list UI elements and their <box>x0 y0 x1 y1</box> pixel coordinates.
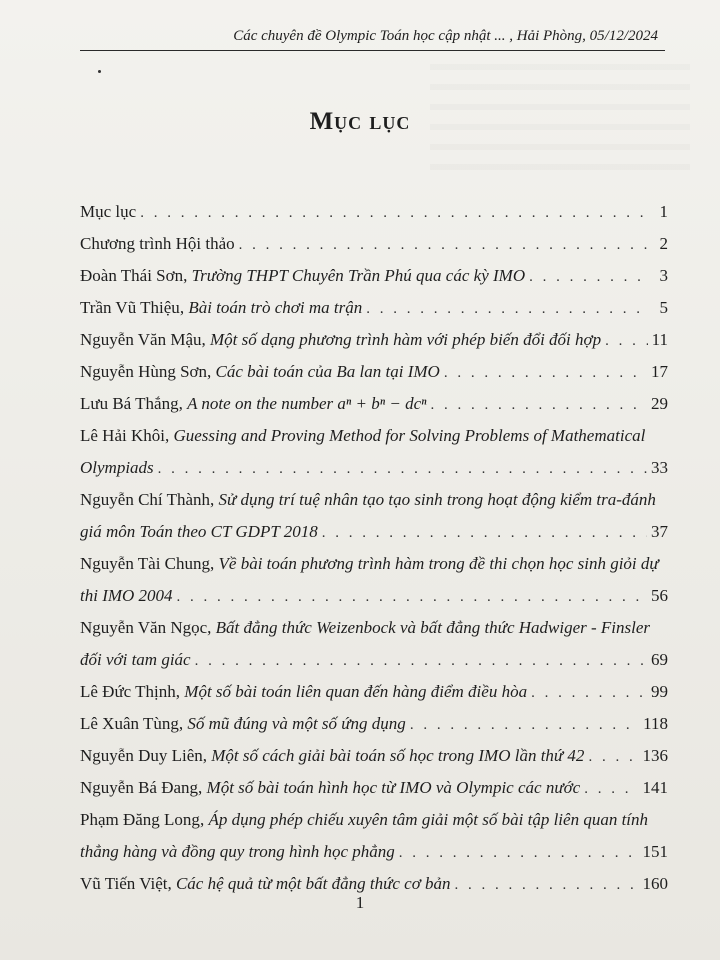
entry-title: Một số dạng phương trình hàm với phép biến đổi đối hợp <box>210 330 602 349</box>
entry-title-line2: thẳng hàng và đồng quy trong hình học phẳng <box>80 842 395 861</box>
dot-leader <box>588 741 638 773</box>
entry-title-line1: Guessing and Proving Method for Solving Problems of Mathematical <box>173 426 646 445</box>
dot-leader <box>430 389 647 421</box>
dot-leader <box>529 261 650 293</box>
toc-entry[interactable]: Vũ Tiến Việt , Các hệ quả từ một bất đẳng thức cơ bản . . . 160 <box>80 868 668 900</box>
table-of-contents <box>80 196 668 900</box>
entry-title: Trường THPT Chuyên Trần Phú qua các kỳ IMO <box>191 266 526 285</box>
entry-title-line1: Về bài toán phương trình hàm trong đề thi chọn học sinh giỏi dự <box>218 554 659 573</box>
toc-entry[interactable]: Nguyễn Duy Liên , Một số cách giải bài toán số học trong IMO lần thứ 42 . . . 136 <box>80 740 668 772</box>
entry-title-line1: Bất đẳng thức Weizenbock và bất đẳng thức Hadwiger - Finsler <box>215 618 651 637</box>
entry-title: Các hệ quả từ một bất đẳng thức cơ bản <box>175 874 451 893</box>
entry-author: Đoàn Thái Sơn <box>80 266 184 285</box>
toc-entry[interactable]: Lê Đức Thịnh , Một số bài toán liên quan đến hàng điểm điều hòa . . . 99 <box>80 676 668 708</box>
dot-leader <box>531 677 647 709</box>
toc-entry[interactable]: Lê Hải Khôi , Guessing and Proving Method for Solving Problems of Mathematical Olympiads . . . 33 <box>80 420 668 484</box>
toc-entry[interactable]: Phạm Đăng Long , Áp dụng phép chiếu xuyên tâm giải một số bài tập liên quan tính thẳng hàng và đồng quy trong hình học phẳng . . . 151 <box>80 804 668 868</box>
entry-author: Vũ Tiến Việt <box>80 874 168 893</box>
entry-author: Trần Vũ Thiệu <box>80 298 180 317</box>
dot-leader <box>158 453 647 485</box>
stray-dot <box>98 70 101 73</box>
entry-title-line2: đối với tam giác <box>80 650 191 669</box>
entry-page-number: 136 <box>642 746 668 765</box>
dot-leader <box>399 837 639 869</box>
dot-leader <box>322 517 647 549</box>
toc-entry[interactable]: Trần Vũ Thiệu , Bài toán trò chơi ma trận . . . 5 <box>80 292 668 324</box>
entry-page-number: 5 <box>659 298 668 317</box>
entry-page-number: 11 <box>651 330 668 349</box>
entry-author: Nguyễn Văn Mậu <box>80 330 202 349</box>
entry-author: Lê Xuân Tùng <box>80 714 179 733</box>
entry-page-number: 160 <box>642 874 668 893</box>
entry-author: Nguyễn Hùng Sơn <box>80 362 208 381</box>
entry-author: Lưu Bá Thắng <box>80 394 179 413</box>
dot-leader <box>444 357 647 389</box>
entry-title-line2: Olympiads <box>80 458 154 477</box>
toc-entry[interactable]: Nguyễn Chí Thành , Sử dụng trí tuệ nhân tạo tạo sinh trong hoạt động kiểm tra-đánh giá môn Toán theo CT GDPT 2018 . . . 37 <box>80 484 668 548</box>
entry-page-number: 3 <box>659 266 668 285</box>
entry-title: Một số cách giải bài toán số học trong IMO lần thứ 42 <box>211 746 585 765</box>
entry-page-number: 99 <box>651 682 668 701</box>
entry-author: Phạm Đăng Long <box>80 810 200 829</box>
entry-author: Nguyễn Văn Ngọc <box>80 618 208 637</box>
entry-page-number: 33 <box>651 458 668 477</box>
entry-author: Chương trình Hội thảo <box>80 234 235 253</box>
entry-author: Nguyễn Bá Đang <box>80 778 199 797</box>
entry-title: A note on the number aⁿ + bⁿ − dcⁿ <box>187 394 427 413</box>
toc-entry[interactable]: Lê Xuân Tùng , Số mũ đúng và một số ứng dụng . . . 118 <box>80 708 668 740</box>
entry-author: Mục lục <box>80 202 137 221</box>
toc-entry[interactable]: Nguyễn Văn Ngọc , Bất đẳng thức Weizenbock và bất đẳng thức Hadwiger - Finsler đối với tam giác . . . 69 <box>80 612 668 676</box>
toc-entry[interactable]: Nguyễn Bá Đang , Một số bài toán hình học từ IMO và Olympic các nước . . . 141 <box>80 772 668 804</box>
entry-page-number: 118 <box>643 714 668 733</box>
toc-entry[interactable]: Nguyễn Hùng Sơn , Các bài toán của Ba lan tại IMO . . . 17 <box>80 356 668 388</box>
dot-leader <box>605 325 648 357</box>
entry-title: Một số bài toán liên quan đến hàng điểm điều hòa <box>184 682 528 701</box>
dot-leader <box>140 197 650 229</box>
entry-page-number: 151 <box>642 842 668 861</box>
toc-entry[interactable]: Lưu Bá Thắng , A note on the number aⁿ + bⁿ − dcⁿ . . . 29 <box>80 388 668 420</box>
entry-page-number: 1 <box>659 202 668 221</box>
entry-title-line2: thi IMO 2004 <box>80 586 173 605</box>
toc-entry[interactable] <box>80 228 668 260</box>
header-rule <box>80 50 665 51</box>
entry-page-number: 69 <box>651 650 668 669</box>
entry-author: Nguyễn Chí Thành <box>80 490 211 509</box>
entry-author: Nguyễn Duy Liên <box>80 746 203 765</box>
entry-page-number: 17 <box>651 362 668 381</box>
toc-entry[interactable]: Đoàn Thái Sơn , Trường THPT Chuyên Trần Phú qua các kỳ IMO . . . 3 <box>80 260 668 292</box>
entry-title: Số mũ đúng và một số ứng dụng <box>187 714 406 733</box>
toc-entry[interactable]: Nguyễn Văn Mậu , Một số dạng phương trình hàm với phép biến đổi đối hợp . . . 11 <box>80 324 668 356</box>
entry-title: Bài toán trò chơi ma trận <box>188 298 363 317</box>
toc-entry[interactable] <box>80 196 668 228</box>
toc-entry[interactable]: Nguyễn Tài Chung , Về bài toán phương trình hàm trong đề thi chọn học sinh giỏi dự thi IMO 2004 . . . 56 <box>80 548 668 612</box>
entry-title: Một số bài toán hình học từ IMO và Olympic các nước <box>206 778 581 797</box>
entry-author: Nguyễn Tài Chung <box>80 554 211 573</box>
entry-title-line1: Sử dụng trí tuệ nhân tạo tạo sinh trong hoạt động kiểm tra-đánh <box>218 490 656 509</box>
entry-title-line1: Áp dụng phép chiếu xuyên tâm giải một số bài tập liên quan tính <box>208 810 649 829</box>
entry-page-number: 37 <box>651 522 668 541</box>
entry-page-number: 29 <box>651 394 668 413</box>
running-header: Các chuyên đề Olympic Toán học cập nhật ... , Hải Phòng, 05/12/2024 <box>233 28 658 44</box>
dot-leader <box>584 773 638 805</box>
dot-leader <box>410 709 639 741</box>
dot-leader <box>177 581 647 613</box>
entry-title: Các bài toán của Ba lan tại IMO <box>215 362 440 381</box>
entry-title-line2: giá môn Toán theo CT GDPT 2018 <box>80 522 318 541</box>
dot-leader <box>239 229 650 261</box>
toc-title: Mục lục <box>309 108 411 135</box>
entry-page-number: 56 <box>651 586 668 605</box>
entry-author: Lê Hải Khôi <box>80 426 165 445</box>
entry-page-number: 2 <box>659 234 668 253</box>
page-number: 1 <box>355 893 365 912</box>
entry-author: Lê Đức Thịnh <box>80 682 176 701</box>
entry-page-number: 141 <box>642 778 668 797</box>
dot-leader <box>195 645 647 677</box>
dot-leader <box>366 293 650 325</box>
